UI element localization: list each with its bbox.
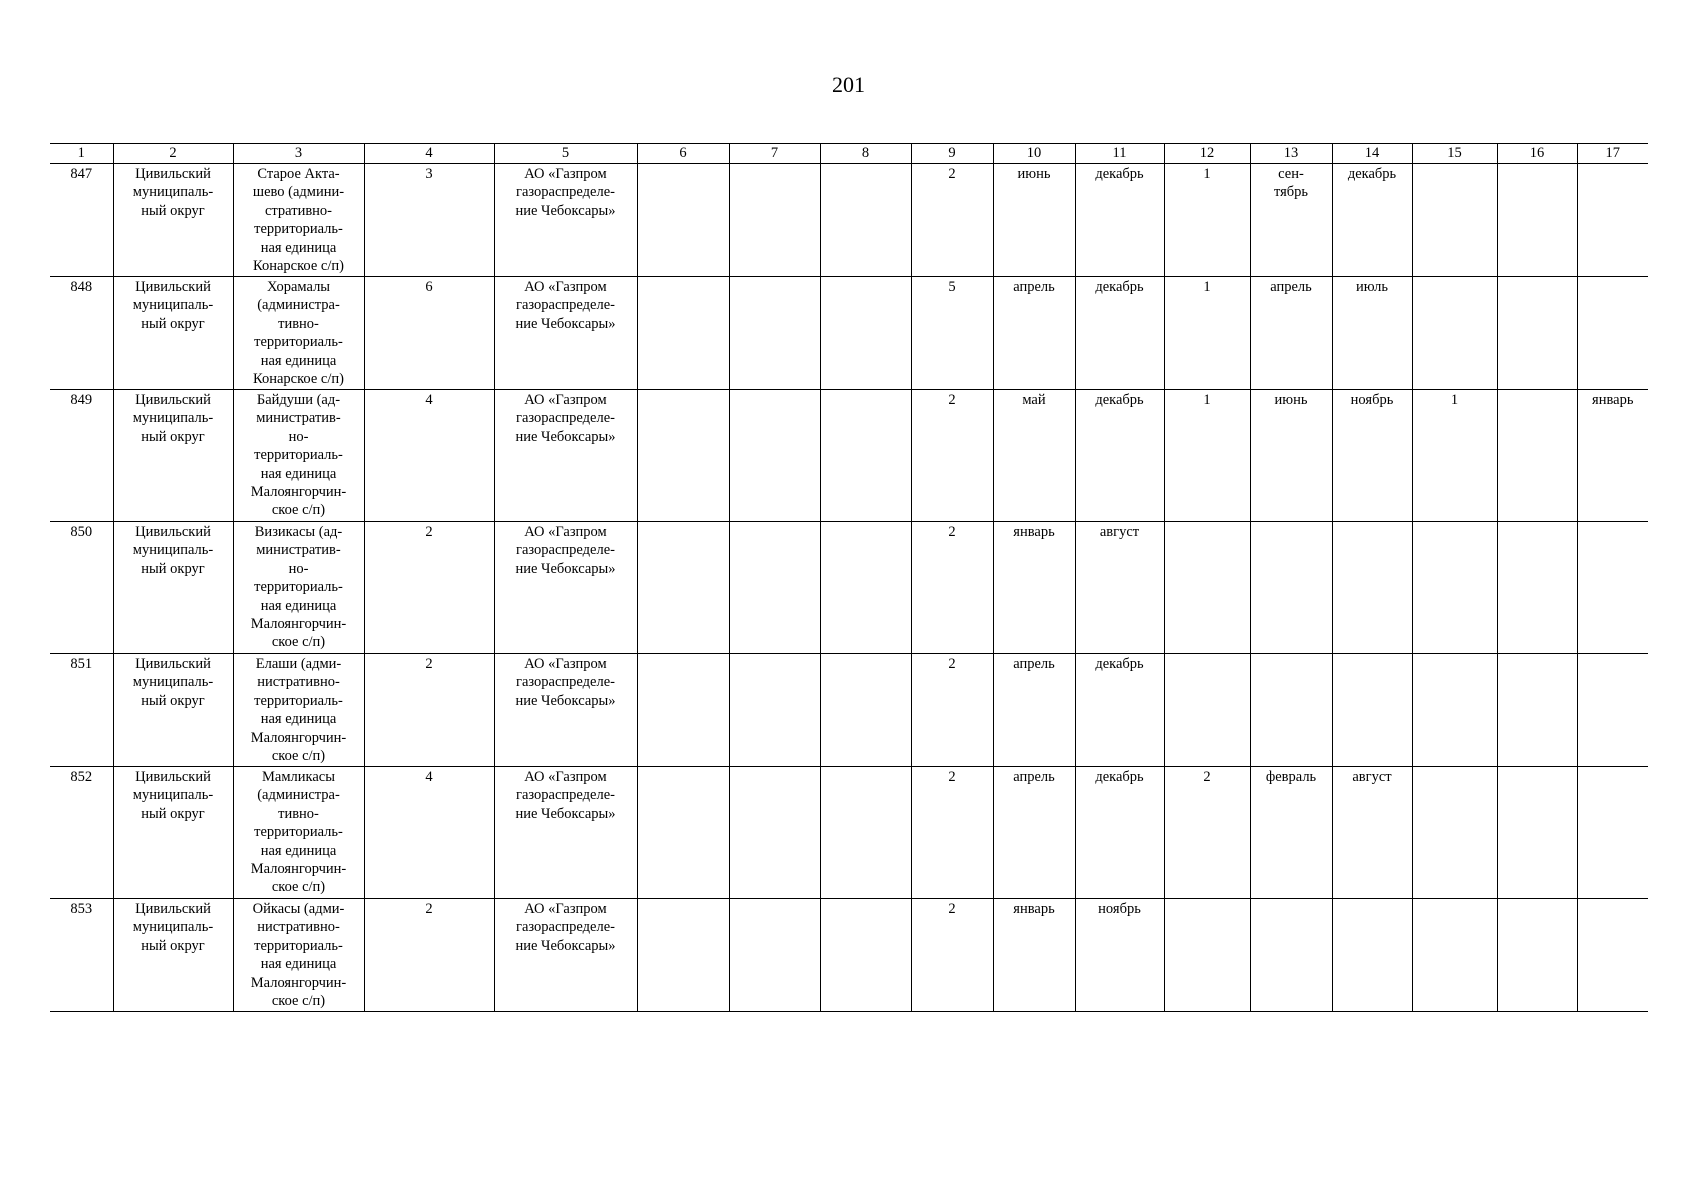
table-cell-col-15 [1412,767,1497,899]
table-cell-col-16 [1497,390,1577,522]
column-header-13: 13 [1250,144,1332,164]
table-cell-col-1 [50,277,113,390]
table-cell-col-7 [729,522,820,654]
cell-text: июнь [1017,166,1051,182]
table-cell-col-6 [637,767,729,899]
table-cell-col-4 [364,899,494,1012]
table-cell-col-14 [1332,390,1412,522]
cell-text: ноябрь [1350,392,1394,408]
table-cell-col-12 [1164,390,1250,522]
table-cell-col-8 [820,390,911,522]
table-row [50,390,1648,522]
column-header-5: 5 [494,144,637,164]
data-table [50,143,1648,1012]
cell-text: январь [1013,901,1055,917]
table-cell-col-4 [364,767,494,899]
cell-text: 851 [70,656,93,672]
cell-text: апрель [1270,279,1312,295]
table-cell-col-14 [1332,654,1412,767]
cell-text: 5 [948,279,956,295]
cell-text: 6 [425,279,433,295]
table-cell-col-5 [494,767,637,899]
cell-text: 850 [70,524,93,540]
table-cell-col-11 [1075,522,1164,654]
column-header-1: 1 [50,144,113,164]
table-cell-col-3 [233,899,364,1012]
cell-text: 4 [425,392,433,408]
table-cell-col-10 [993,522,1075,654]
cell-text: февраль [1265,769,1317,785]
table-cell-col-7 [729,390,820,522]
table-cell-col-8 [820,164,911,277]
table-cell-col-3 [233,767,364,899]
table-cell-col-16 [1497,899,1577,1012]
cell-text: 4 [425,769,433,785]
cell-text: 2 [948,656,956,672]
table-cell-col-16 [1497,277,1577,390]
table-cell-col-6 [637,277,729,390]
table-cell-col-3 [233,164,364,277]
table-cell-col-2 [113,390,233,522]
column-header-15: 15 [1412,144,1497,164]
cell-text: январь [1013,524,1055,540]
page-number: 201 [832,72,865,97]
table-cell-col-7 [729,654,820,767]
column-header-7: 7 [729,144,820,164]
cell-text: Цивильский муниципаль- ный округ [132,279,214,332]
column-header-14: 14 [1332,144,1412,164]
table-row [50,767,1648,899]
table-cell-col-15 [1412,390,1497,522]
table-cell-col-15 [1412,277,1497,390]
cell-text: декабрь [1095,166,1144,182]
table-row [50,277,1648,390]
cell-text: 2 [948,392,956,408]
cell-text: апрель [1013,656,1055,672]
table-cell-col-1 [50,390,113,522]
table-cell-col-13 [1250,164,1332,277]
cell-text: Цивильский муниципаль- ный округ [132,166,214,219]
cell-text: 852 [70,769,93,785]
table-cell-col-6 [637,522,729,654]
cell-text: 1 [1203,166,1211,182]
table-cell-col-5 [494,164,637,277]
table-row [50,899,1648,1012]
table-cell-col-1 [50,767,113,899]
table-cell-col-9 [911,767,993,899]
table-cell-col-15 [1412,522,1497,654]
cell-text: Ойкасы (адми- нистративно- территориаль- ная единица Малоянгорчин- ское с/п) [250,901,347,1010]
table-cell-col-3 [233,277,364,390]
table-cell-col-5 [494,654,637,767]
table-cell-col-14 [1332,277,1412,390]
cell-text: 2 [948,769,956,785]
cell-text: 3 [425,166,433,182]
table-cell-col-17 [1577,654,1648,767]
cell-text: август [1352,769,1392,785]
cell-text: Цивильский муниципаль- ный округ [132,769,214,822]
cell-text: Цивильский муниципаль- ный округ [132,901,214,954]
table-cell-col-5 [494,899,637,1012]
cell-text: Байдуши (ад- министратив- но- территориаль- ная единица Малоянгорчин- ское с/п) [250,392,347,519]
column-header-3: 3 [233,144,364,164]
cell-text: Цивильский муниципаль- ный округ [132,392,214,445]
column-header-8: 8 [820,144,911,164]
cell-text: АО «Газпром газораспределе- ние Чебоксары» [515,166,616,219]
table-cell-col-9 [911,164,993,277]
cell-text: май [1022,392,1046,408]
table-cell-col-2 [113,277,233,390]
table-cell-col-3 [233,390,364,522]
table-cell-col-8 [820,899,911,1012]
table-cell-col-1 [50,654,113,767]
table-cell-col-9 [911,654,993,767]
table-cell-col-9 [911,390,993,522]
cell-text: 2 [948,901,956,917]
table-cell-col-9 [911,899,993,1012]
cell-text: январь [1592,392,1634,408]
table-cell-col-17 [1577,767,1648,899]
table-cell-col-5 [494,390,637,522]
table-row [50,522,1648,654]
column-header-9: 9 [911,144,993,164]
table-cell-col-10 [993,767,1075,899]
cell-text: август [1099,524,1140,540]
cell-text: 2 [948,166,956,182]
column-header-6: 6 [637,144,729,164]
cell-text: 848 [70,279,93,295]
cell-text: АО «Газпром газораспределе- ние Чебоксары» [515,524,616,577]
table-cell-col-7 [729,767,820,899]
cell-text: апрель [1013,279,1055,295]
table-cell-col-3 [233,522,364,654]
table-cell-col-5 [494,277,637,390]
cell-text: июль [1355,279,1389,295]
table-cell-col-7 [729,164,820,277]
table-cell-col-1 [50,164,113,277]
table-cell-col-15 [1412,899,1497,1012]
table-cell-col-14 [1332,164,1412,277]
cell-text: 1 [1203,392,1211,408]
cell-text: декабрь [1095,769,1144,785]
cell-text: декабрь [1347,166,1397,182]
table-cell-col-4 [364,654,494,767]
table-cell-col-17 [1577,522,1648,654]
table-cell-col-17 [1577,390,1648,522]
cell-text: Визикасы (ад- министратив- но- территориаль- ная единица Малоянгорчин- ское с/п) [250,524,347,651]
cell-text: декабрь [1095,279,1144,295]
table-cell-col-11 [1075,164,1164,277]
table-cell-col-15 [1412,654,1497,767]
table-cell-col-17 [1577,164,1648,277]
table-cell-col-11 [1075,654,1164,767]
table-cell-col-13 [1250,767,1332,899]
table-cell-col-10 [993,277,1075,390]
table-cell-col-1 [50,899,113,1012]
column-header-10: 10 [993,144,1075,164]
table-cell-col-7 [729,899,820,1012]
table-cell-col-7 [729,277,820,390]
table-cell-col-17 [1577,277,1648,390]
header-row [50,144,1648,164]
cell-text: 1 [1203,279,1211,295]
table-cell-col-16 [1497,767,1577,899]
column-header-2: 2 [113,144,233,164]
cell-text: июнь [1274,392,1308,408]
cell-text: АО «Газпром газораспределе- ние Чебоксары» [515,279,616,332]
column-header-11: 11 [1075,144,1164,164]
table-cell-col-10 [993,164,1075,277]
table-cell-col-2 [113,654,233,767]
table-cell-col-9 [911,277,993,390]
table-cell-col-13 [1250,522,1332,654]
cell-text: АО «Газпром газораспределе- ние Чебоксары» [515,392,616,445]
cell-text: Старое Акта- шево (админи- стративно- территориаль- ная единица Конарское с/п) [252,166,345,275]
table-cell-col-6 [637,390,729,522]
table-cell-col-12 [1164,522,1250,654]
table-cell-col-2 [113,522,233,654]
table-cell-col-2 [113,899,233,1012]
cell-text: Цивильский муниципаль- ный округ [132,524,214,577]
table-cell-col-12 [1164,164,1250,277]
table-cell-col-16 [1497,522,1577,654]
table-cell-col-13 [1250,899,1332,1012]
table-cell-col-16 [1497,654,1577,767]
cell-text: 1 [1450,392,1459,408]
table-cell-col-4 [364,277,494,390]
column-header-12: 12 [1164,144,1250,164]
cell-text: 849 [70,392,93,408]
table-cell-col-4 [364,522,494,654]
table-cell-col-13 [1250,277,1332,390]
cell-text: 847 [70,166,93,182]
table-cell-col-8 [820,522,911,654]
cell-text: 853 [70,901,93,917]
table-cell-col-6 [637,654,729,767]
table-cell-col-2 [113,164,233,277]
cell-text: сен- тябрь [1273,166,1309,201]
cell-text: Цивильский муниципаль- ный округ [132,656,214,709]
cell-text: АО «Газпром газораспределе- ние Чебоксары» [515,656,616,709]
table-cell-col-5 [494,522,637,654]
table-cell-col-10 [993,390,1075,522]
table-cell-col-13 [1250,390,1332,522]
table-cell-col-6 [637,899,729,1012]
table-cell-col-17 [1577,899,1648,1012]
table-row [50,654,1648,767]
table-cell-col-15 [1412,164,1497,277]
cell-text: Елаши (адми- нистративно- территориаль- ная единица Малоянгорчин- ское с/п) [250,656,347,765]
cell-text: АО «Газпром газораспределе- ние Чебоксары» [515,769,616,822]
column-header-16: 16 [1497,144,1577,164]
cell-text: АО «Газпром газораспределе- ние Чебоксары» [515,901,616,954]
table-cell-col-9 [911,522,993,654]
table-cell-col-2 [113,767,233,899]
table-cell-col-1 [50,522,113,654]
table-cell-col-14 [1332,522,1412,654]
cell-text: 2 [948,524,956,540]
table-cell-col-10 [993,899,1075,1012]
cell-text: Мамликасы (администра- тивно- территориаль- ная единица Малоянгорчин- ское с/п) [250,769,347,896]
table-cell-col-4 [364,390,494,522]
table-cell-col-12 [1164,767,1250,899]
table-cell-col-13 [1250,654,1332,767]
table-cell-col-10 [993,654,1075,767]
table-row [50,164,1648,277]
cell-text: 2 [425,656,433,672]
table-cell-col-11 [1075,899,1164,1012]
cell-text: апрель [1013,769,1055,785]
table-cell-col-6 [637,164,729,277]
cell-text: ноябрь [1098,901,1141,917]
table-cell-col-14 [1332,899,1412,1012]
cell-text: 2 [425,524,433,540]
table-cell-col-12 [1164,899,1250,1012]
table-cell-col-11 [1075,767,1164,899]
table-cell-col-12 [1164,277,1250,390]
table-cell-col-8 [820,277,911,390]
cell-text: 2 [1203,769,1211,785]
cell-text: 2 [425,901,433,917]
column-header-17: 17 [1577,144,1648,164]
table-cell-col-3 [233,654,364,767]
column-header-4: 4 [364,144,494,164]
table-cell-col-14 [1332,767,1412,899]
cell-text: декабрь [1095,392,1144,408]
table-cell-col-4 [364,164,494,277]
table-cell-col-11 [1075,277,1164,390]
cell-text: декабрь [1095,656,1144,672]
table-cell-col-16 [1497,164,1577,277]
table-cell-col-11 [1075,390,1164,522]
table-cell-col-8 [820,654,911,767]
table-cell-col-8 [820,767,911,899]
table-cell-col-12 [1164,654,1250,767]
cell-text: Хорамалы (администра- тивно- территориаль- ная единица Конарское с/п) [253,279,344,388]
